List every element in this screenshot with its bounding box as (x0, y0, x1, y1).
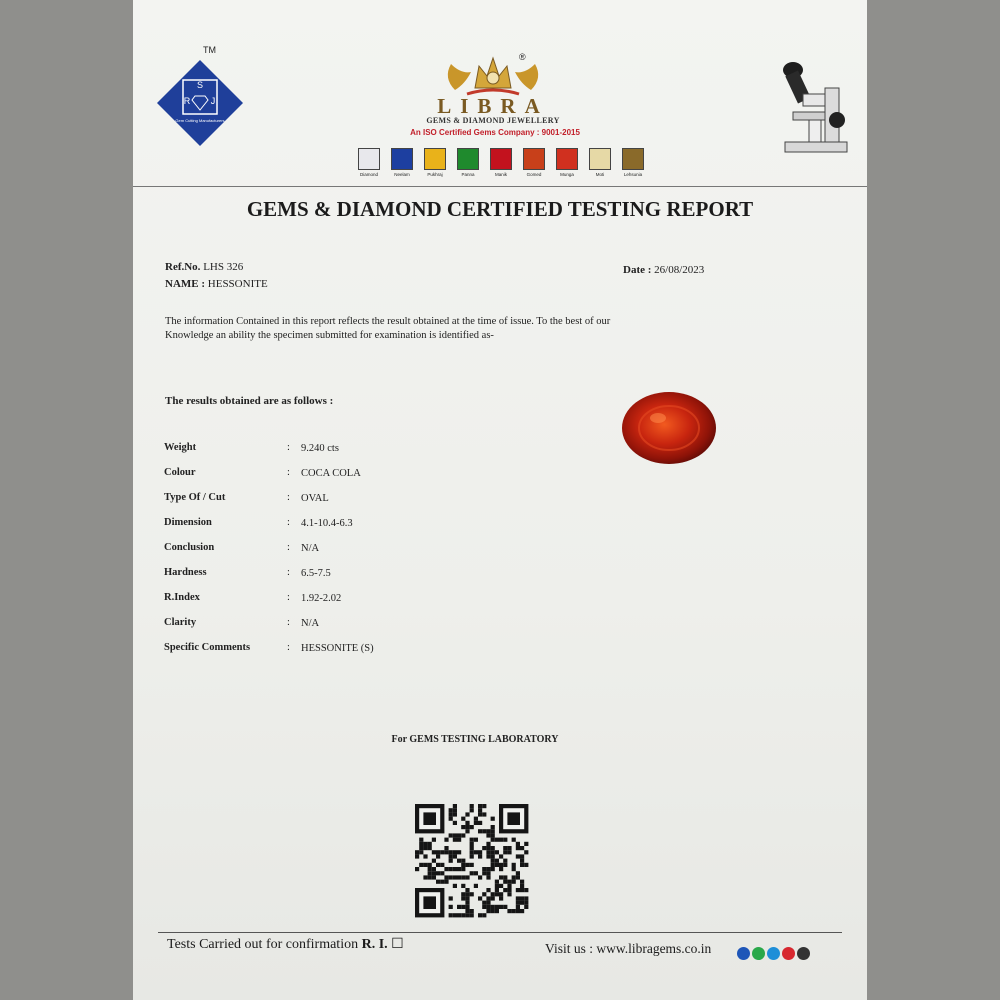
gem-label: Lehsunia (623, 172, 643, 177)
gem-label: Munga (560, 172, 574, 177)
ref-value: LHS 326 (203, 261, 244, 273)
date-label: Date : (623, 264, 652, 276)
visit-line (545, 941, 711, 957)
name-label: NAME : (165, 278, 206, 290)
field-colon: : (287, 442, 290, 453)
field-value: 6.5-7.5 (301, 568, 331, 579)
intro-line-2: Knowledge an ability the specimen submitted for examination is identified as- (165, 330, 494, 341)
certificate-page (133, 0, 867, 1000)
field-value: OVAL (301, 493, 329, 504)
date-value: 26/08/2023 (654, 264, 705, 276)
gem-swatch-4 (487, 148, 515, 186)
iso-certification: An ISO Certified Gems Company : 9001-2015 (410, 128, 580, 137)
gem-label: Diamond (359, 172, 378, 177)
tests-method: R. I. (361, 937, 388, 952)
social-icon-1[interactable] (752, 947, 765, 960)
ref-line (165, 261, 243, 273)
website-link[interactable]: www.libragems.co.in (596, 941, 712, 956)
gem-label: Neelam (394, 172, 410, 177)
field-colon: : (287, 567, 290, 578)
field-colon: : (287, 617, 290, 628)
gem-icon (556, 148, 578, 170)
gem-swatch-0 (355, 148, 383, 186)
date-line (623, 264, 704, 276)
registered-mark: ® (519, 52, 526, 62)
field-value: N/A (301, 543, 320, 554)
gem-swatch-3 (454, 148, 482, 186)
trademark-mark: TM (203, 45, 216, 55)
srj-letter-r: R (183, 96, 191, 106)
lab-signature-line: For GEMS TESTING LABORATORY (391, 734, 559, 745)
gem-icon (424, 148, 446, 170)
field-value: 4.1-10.4-6.3 (301, 518, 353, 529)
field-value: N/A (301, 618, 320, 629)
report-title: GEMS & DIAMOND CERTIFIED TESTING REPORT (246, 197, 754, 221)
brand-name: LIBRA (437, 94, 549, 118)
gem-swatch-5 (520, 148, 548, 186)
field-label: Weight (164, 442, 197, 453)
srj-tagline: Gem Cutting Manufacturers (175, 118, 225, 123)
field-colon: : (287, 492, 290, 503)
gem-swatch-2 (421, 148, 449, 186)
checkbox-icon: ☐ (391, 937, 404, 952)
hessonite-gemstone-image (620, 390, 718, 466)
footer-divider (158, 932, 842, 933)
field-colon: : (287, 642, 290, 653)
gem-icon (358, 148, 380, 170)
social-icon-4[interactable] (797, 947, 810, 960)
social-icon-3[interactable] (782, 947, 795, 960)
field-label: R.Index (164, 592, 200, 603)
field-value: HESSONITE (S) (301, 643, 374, 654)
field-label: Clarity (164, 617, 197, 628)
ref-label: Ref.No. (165, 261, 201, 273)
field-colon: : (287, 467, 290, 478)
srj-letter-s: S (196, 80, 204, 90)
brand-subtitle: GEMS & DIAMOND JEWELLERY (426, 116, 560, 125)
microscope-icon (773, 58, 855, 158)
social-icon-2[interactable] (767, 947, 780, 960)
gem-label: Panna (461, 172, 475, 177)
srj-letter-j: J (210, 96, 216, 106)
field-label: Conclusion (164, 542, 215, 553)
field-value: COCA COLA (301, 468, 361, 479)
gem-icon (589, 148, 611, 170)
field-value: 9.240 cts (301, 443, 339, 454)
social-icons (737, 947, 812, 960)
srj-logo (155, 58, 245, 148)
gem-swatch-7 (586, 148, 614, 186)
tests-text: Tests Carried out for confirmation (167, 937, 359, 952)
gem-icon (523, 148, 545, 170)
gem-icon (622, 148, 644, 170)
field-label: Colour (164, 467, 196, 478)
name-line (165, 278, 268, 290)
libra-crown-icon (441, 50, 545, 98)
gem-label: Gomed (526, 172, 542, 177)
results-heading: The results obtained are as follows : (165, 395, 334, 407)
field-label: Dimension (164, 517, 212, 528)
qr-code (401, 802, 543, 918)
gem-label: Pukhraj (427, 172, 443, 177)
gem-strip (355, 148, 655, 186)
gem-icon (457, 148, 479, 170)
visit-label: Visit us : (545, 941, 593, 956)
gem-icon (391, 148, 413, 170)
gem-swatch-1 (388, 148, 416, 186)
gem-label: Manik (494, 172, 507, 177)
intro-line-1: The information Contained in this report reflects the result obtained at the time of issue. To the best of our (165, 316, 611, 327)
social-icon-0[interactable] (737, 947, 750, 960)
gem-swatch-6 (553, 148, 581, 186)
gem-label: Moti (595, 172, 605, 177)
header-divider (133, 186, 867, 187)
field-colon: : (287, 542, 290, 553)
field-label: Specific Comments (164, 642, 251, 653)
field-colon: : (287, 592, 290, 603)
gem-swatch-8 (619, 148, 647, 186)
field-label: Hardness (164, 567, 207, 578)
intro-paragraph (165, 315, 825, 343)
field-value: 1.92-2.02 (301, 593, 342, 604)
gem-icon (490, 148, 512, 170)
field-colon: : (287, 517, 290, 528)
name-value: HESSONITE (207, 278, 268, 290)
field-label: Type Of / Cut (164, 492, 226, 503)
tests-note (167, 936, 404, 953)
